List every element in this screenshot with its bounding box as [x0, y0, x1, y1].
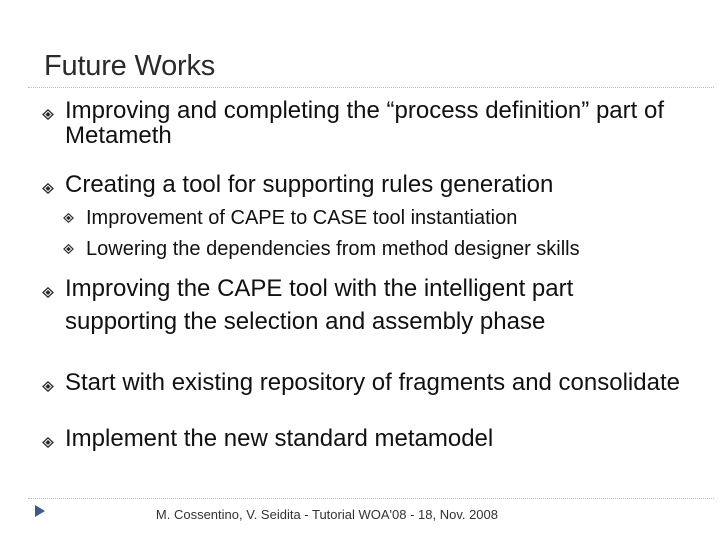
sub-bullet-text: Improvement of CAPE to CASE tool instantiation: [86, 207, 518, 229]
bullet-text: Improving and completing the “process definition” part of Metameth: [65, 97, 664, 149]
bullet-text: Implement the new standard metamodel: [65, 425, 494, 452]
bullet-text: Improving the CAPE tool with the intelligent part supporting the selection and assembly phase: [65, 275, 574, 335]
navigation-arrow-icon[interactable]: [34, 504, 46, 518]
hollow-diamond-bullet-icon: [42, 287, 54, 298]
title-divider: [28, 87, 714, 88]
hollow-diamond-bullet-icon: [42, 381, 54, 392]
bullet-text: Start with existing repository of fragments and consolidate: [65, 369, 680, 396]
slide-title: Future Works: [44, 50, 216, 82]
footer-divider: [28, 498, 714, 499]
hollow-diamond-bullet-icon: [42, 109, 54, 120]
hollow-diamond-bullet-icon: [42, 183, 54, 194]
hollow-diamond-bullet-icon: [42, 437, 54, 448]
hollow-diamond-bullet-icon: [63, 244, 74, 254]
bullet-text: Creating a tool for supporting rules generation: [65, 171, 554, 198]
hollow-diamond-bullet-icon: [63, 213, 74, 223]
sub-bullet-text: Lowering the dependencies from method designer skills: [86, 238, 580, 260]
footer-citation: M. Cossentino, V. Seidita - Tutorial WOA'08 - 18, Nov. 2008: [155, 507, 498, 522]
